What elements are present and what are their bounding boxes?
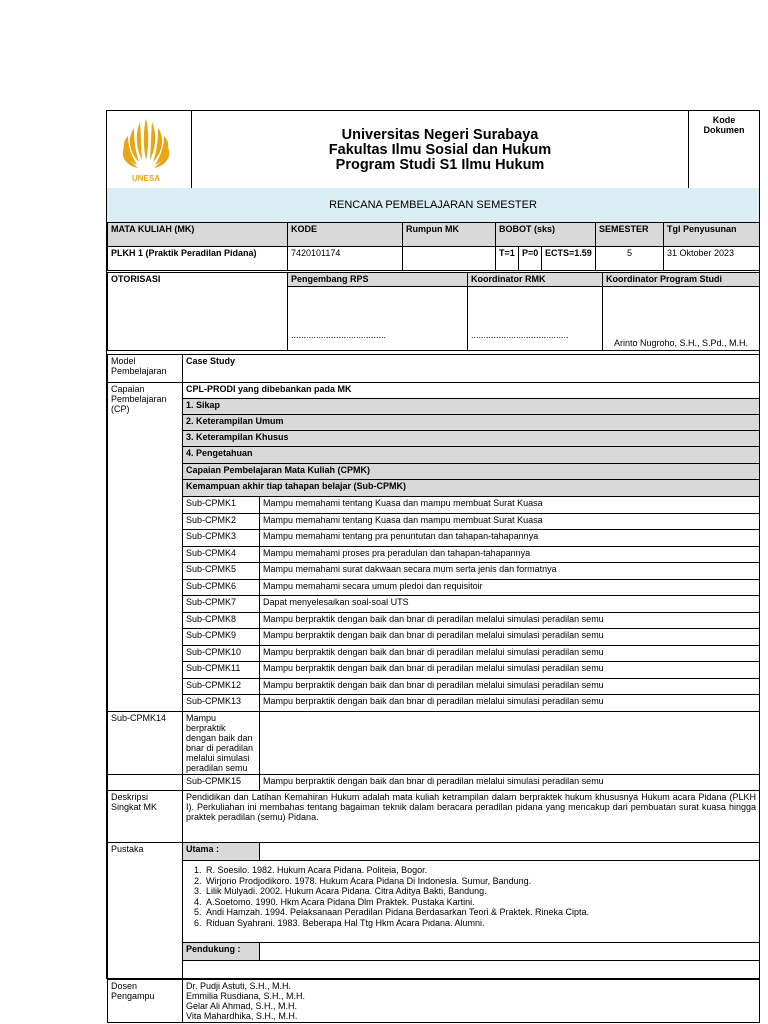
cpl-item-keterampilan-khusus: 3. Keterampilan Khusus [183, 431, 760, 447]
subcpmk-desc: Mampu berpraktik dengan baik dan bnar di peradilan melalui simulasi peradilan semu [260, 662, 760, 679]
capaian-label: Capaian Pembelajaran (CP) [108, 383, 183, 712]
koordinator-rmk-label: Koordinator RMK [468, 273, 603, 287]
otorisasi-table [107, 272, 760, 351]
subcpmk-desc: Mampu memahami tentang Kuasa dan mampu membuat Surat Kuasa [260, 513, 760, 530]
pustaka-item: 2. Wirjono Prodjodikoro. 1978. Hukum Acara Pidana Di Indonesia. Sumur, Bandung. [204, 876, 756, 887]
pengembang-signature: ...................................... [288, 287, 468, 351]
subcpmk-code: Sub-CPMK15 [183, 774, 260, 791]
pustaka-utama-label: Utama : [183, 843, 260, 861]
subcpmk-code: Sub-CPMK4 [183, 546, 260, 563]
dosen-name: Gelar Ali Ahmad, S.H., M.H. [186, 1001, 298, 1011]
subcpmk-desc: Mampu berpraktik dengan baik dan bnar di peradilan melalui simulasi peradilan semu [260, 629, 760, 646]
rumpun-header: Rumpun MK [403, 223, 496, 247]
subcpmk-code: Sub-CPMK5 [183, 563, 260, 580]
cpl-item-sikap: 1. Sikap [183, 399, 760, 415]
svg-text:UNESA: UNESA [131, 174, 161, 183]
subcpmk-desc: Mampu berpraktik dengan baik dan bnar di peradilan melalui simulasi peradilan semu [260, 774, 760, 791]
kode-header: KODE [288, 223, 403, 247]
subcpmk-code: Sub-CPMK14 [108, 711, 183, 774]
dosen-name: Dr. Pudji Astuti, S.H., M.H. [186, 981, 292, 991]
title-line-program: Program Studi S1 Ilmu Hukum [335, 156, 545, 173]
cpl-heading: CPL-PRODI yang dibebankan pada MK [183, 383, 760, 399]
cpmk-heading: Capaian Pembelajaran Mata Kuliah (CPMK) [183, 464, 760, 480]
rps-title: RENCANA PEMBELAJARAN SEMESTER [107, 188, 759, 223]
bobot-header: BOBOT (sks) [496, 223, 596, 247]
pustaka-label: Pustaka [108, 843, 183, 980]
subcpmk-code: Sub-CPMK2 [183, 513, 260, 530]
dosen-list [183, 980, 760, 1023]
subcpmk-desc: Mampu memahami tentang pra penuntutan dan tahapan-tahapannya [260, 530, 760, 547]
kode-dokumen-label: Kode Dokumen [689, 111, 760, 190]
pustaka-item: 4. A.Soetomo. 1990. Hkm Acara Pidana Dlm Praktek. Pustaka Kartini. [204, 897, 756, 908]
rps-document [106, 110, 760, 1021]
subcpmk-code: Sub-CPMK1 [183, 497, 260, 514]
subcpmk-code: Sub-CPMK6 [183, 579, 260, 596]
model-value: Case Study [183, 355, 760, 383]
subcpmk-desc: Mampu memahami secara umum pledoi dan requisitoir [260, 579, 760, 596]
subcpmk-heading: Kemampuan akhir tiap tahapan belajar (Sub-CPMK) [183, 480, 760, 497]
main-content-table [107, 354, 760, 1023]
dosen-name: Vita Mahardhika, S.H., M.H. [186, 1011, 298, 1021]
tgl-header: Tgl Penyusunan [664, 223, 760, 247]
mata-kuliah-table [107, 222, 760, 271]
deskripsi-label: Deskripsi Singkat MK [108, 791, 183, 843]
mk-rumpun [403, 247, 496, 271]
subcpmk-code: Sub-CPMK3 [183, 530, 260, 547]
subcpmk-code: Sub-CPMK9 [183, 629, 260, 646]
subcpmk-code: Sub-CPMK12 [183, 678, 260, 695]
subcpmk-code: Sub-CPMK13 [183, 695, 260, 712]
subcpmk-desc: Mampu berpraktik dengan baik dan bnar di peradilan melalui simulasi peradilan semu [260, 645, 760, 662]
cpl-item-pengetahuan: 4. Pengetahuan [183, 447, 760, 464]
subcpmk-desc: Mampu berpraktik dengan baik dan bnar di peradilan melalui simulasi peradilan semu [260, 612, 760, 629]
subcpmk-code: Sub-CPMK10 [183, 645, 260, 662]
document-header [107, 111, 759, 190]
mk-header: MATA KULIAH (MK) [108, 223, 288, 247]
subcpmk-desc: Mampu berpraktik dengan baik dan bnar di peradilan melalui simulasi peradilan semu [260, 678, 760, 695]
otorisasi-label: OTORISASI [108, 273, 288, 351]
bobot-ects: ECTS=1.59 [542, 247, 596, 271]
pustaka-pendukung-label: Pendukung : [183, 943, 260, 961]
pustaka-pendukung-blank [260, 943, 760, 961]
subcpmk-desc: Mampu memahami surat dakwaan secara mum serta jenis dan formatnya [260, 563, 760, 580]
subcpmk-code: Sub-CPMK8 [183, 612, 260, 629]
unesa-logo [107, 111, 192, 190]
subcpmk-desc: Mampu berpraktik dengan baik dan bnar di peradilan melalui simulasi peradilan semu [260, 695, 760, 712]
mk-semester: 5 [596, 247, 664, 271]
deskripsi-text: Pendidikan dan Latihan Kemahiran Hukum adalah mata kuliah ketrampilan dalam berpraktek hukum khususnya Hukum acara Pidana (PLKH I). Perkuliahan ini membahas tentang bagaiman teknik dalam beracara peradilan pidana yang mencakup dari pembuatan surat kuasa hingga praktek peradilan (semu) Pidana. [183, 791, 760, 843]
pustaka-utama-list [183, 861, 760, 943]
pustaka-utama-blank [260, 843, 760, 861]
university-title [192, 111, 689, 190]
subcpmk-code: Sub-CPMK11 [183, 662, 260, 679]
mk-tgl: 31 Oktober 2023 [664, 247, 760, 271]
pustaka-item: 6. Riduan Syahrani. 1983. Beberapa Hal Ttg Hkm Acara Pidana. Alumni. [204, 918, 756, 929]
pustaka-pendukung-content [183, 961, 760, 979]
subcpmk-desc: Mampu berpraktik dengan baik dan bnar di peradilan melalui simulasi peradilan semu [183, 711, 260, 774]
mk-kode: 7420101174 [288, 247, 403, 271]
semester-header: SEMESTER [596, 223, 664, 247]
model-label: Model Pembelajaran [108, 355, 183, 383]
cpl-item-keterampilan-umum: 2. Keterampilan Umum [183, 415, 760, 431]
pustaka-item: 3. Lilik Mulyadi. 2002. Hukum Acara Pidana. Citra Aditya Bakti, Bandung. [204, 886, 756, 897]
capaian-spacer [108, 774, 183, 791]
title-line-university: Universitas Negeri Surabaya [341, 126, 539, 143]
pustaka-item: 1. R. Soesilo. 1982. Hukum Acara Pidana. Politeia, Bogor. [204, 865, 756, 876]
pustaka-item: 5. Andi Hamzah. 1994. Pelaksanaan Peradilan Pidana Berdasarkan Teori & Praktek. Rineka Cipta. [204, 907, 756, 918]
bobot-t: T=1 [496, 247, 519, 271]
title-line-faculty: Fakultas Ilmu Sosial dan Hukum [328, 141, 552, 158]
subcpmk-desc: Mampu memahami proses pra peradulan dan tahapan-tahapannya [260, 546, 760, 563]
subcpmk-desc: Dapat menyelesaikan soal-soal UTS [260, 596, 760, 613]
pengembang-rps-label: Pengembang RPS [288, 273, 468, 287]
koordinator-prodi-label: Koordinator Program Studi [603, 273, 760, 287]
bobot-p: P=0 [519, 247, 542, 271]
mk-name: PLKH 1 (Praktik Peradilan Pidana) [108, 247, 288, 271]
subcpmk-code: Sub-CPMK7 [183, 596, 260, 613]
subcpmk-desc: Mampu memahami tentang Kuasa dan mampu membuat Surat Kuasa [260, 497, 760, 514]
dosen-label: Dosen Pengampu [108, 980, 183, 1023]
unesa-logo-icon [110, 112, 182, 186]
koordinator-prodi-name: Arinto Nugroho, S.H., S.Pd., M.H. [603, 287, 760, 351]
koordinator-rmk-signature: ....................................... [468, 287, 603, 351]
dosen-name: Emmilia Rusdiana, S.H., M.H. [186, 991, 306, 1001]
